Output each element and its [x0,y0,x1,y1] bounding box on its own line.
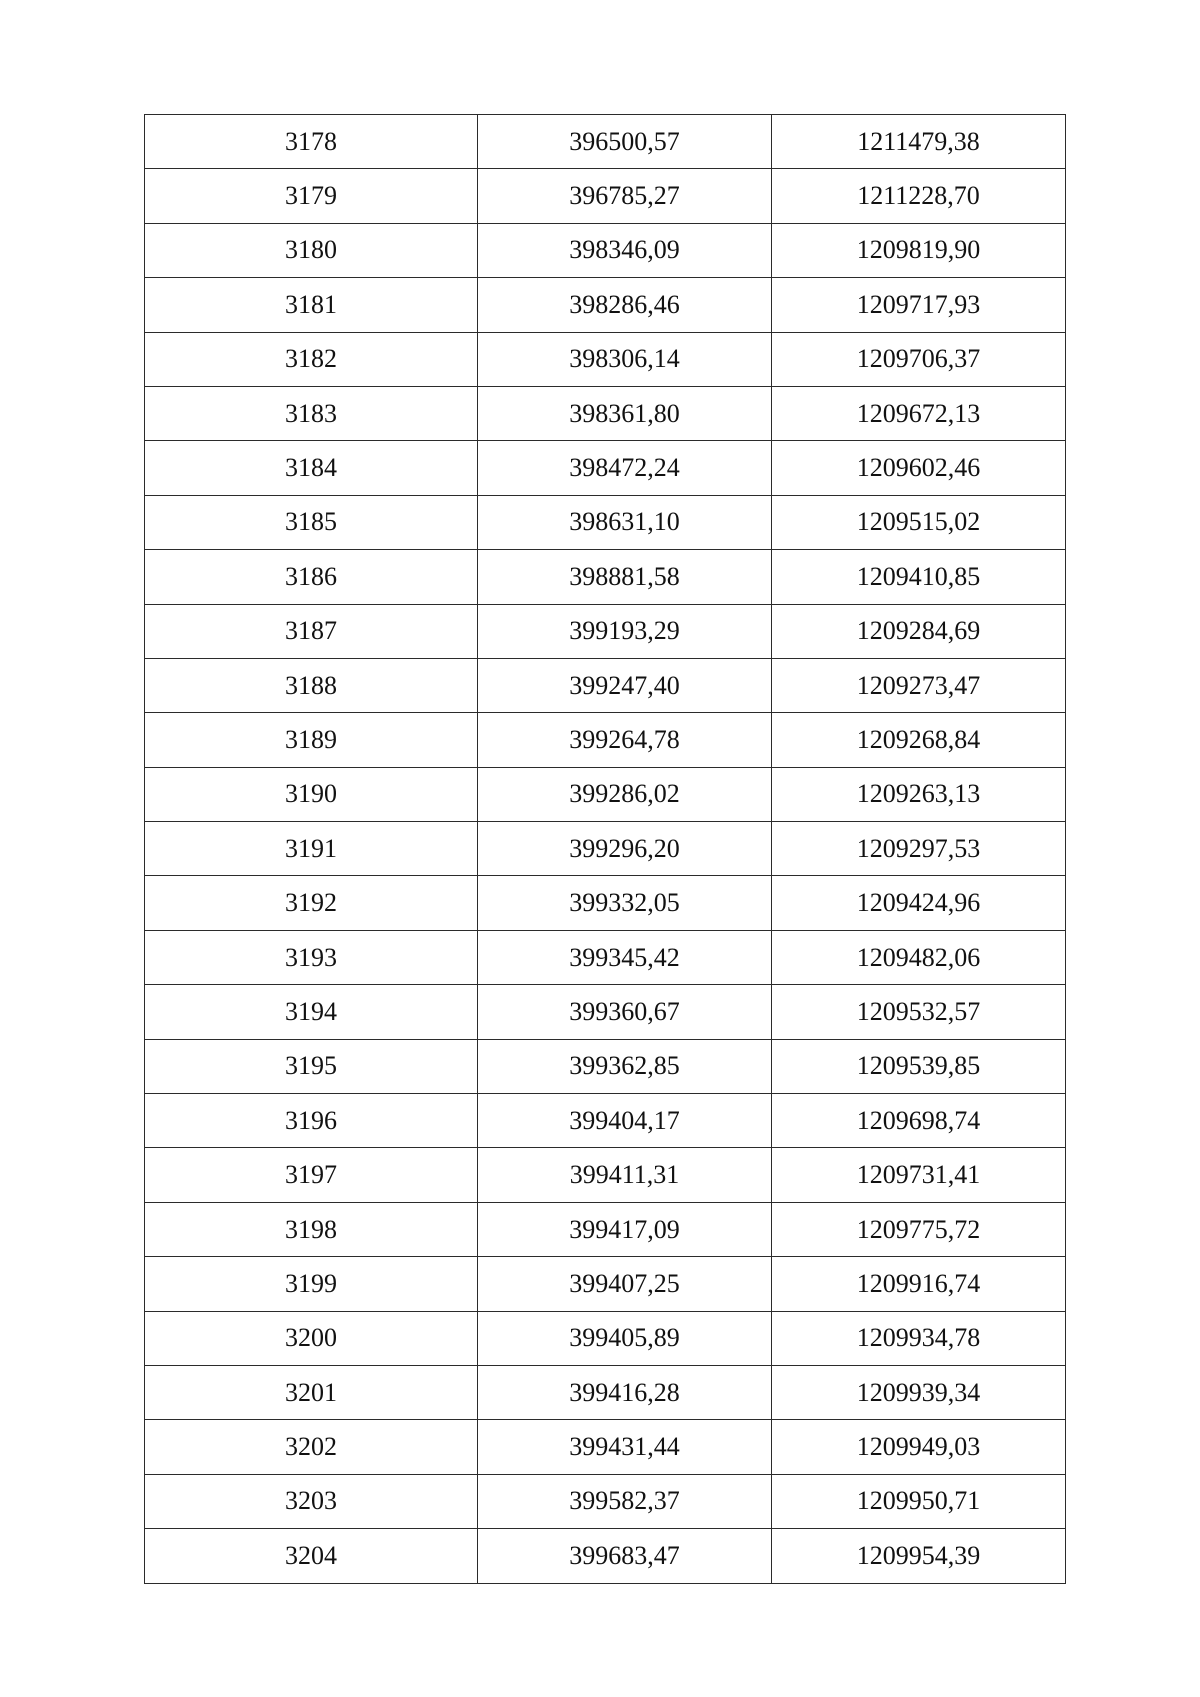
table-row [145,441,1066,495]
point-number-cell: 3190 [145,767,478,821]
x-coordinate-cell: 399431,44 [478,1420,772,1474]
point-number-cell: 3195 [145,1039,478,1093]
table-row [145,876,1066,930]
x-coordinate-cell: 399360,67 [478,985,772,1039]
y-coordinate-cell: 1209950,71 [772,1474,1066,1528]
y-coordinate-cell: 1209515,02 [772,495,1066,549]
table-row [145,223,1066,277]
x-coordinate-cell: 398286,46 [478,278,772,332]
table-row [145,1257,1066,1311]
x-coordinate-cell: 398306,14 [478,332,772,386]
y-coordinate-cell: 1209273,47 [772,658,1066,712]
y-coordinate-cell: 1209939,34 [772,1365,1066,1419]
y-coordinate-cell: 1209717,93 [772,278,1066,332]
point-number-cell: 3192 [145,876,478,930]
x-coordinate-cell: 398361,80 [478,386,772,440]
y-coordinate-cell: 1209706,37 [772,332,1066,386]
point-number-cell: 3186 [145,550,478,604]
point-number-cell: 3180 [145,223,478,277]
table-row [145,1202,1066,1256]
y-coordinate-cell: 1209268,84 [772,713,1066,767]
y-coordinate-cell: 1209731,41 [772,1148,1066,1202]
point-number-cell: 3200 [145,1311,478,1365]
point-number-cell: 3204 [145,1529,478,1583]
y-coordinate-cell: 1209424,96 [772,876,1066,930]
point-number-cell: 3179 [145,169,478,223]
x-coordinate-cell: 398881,58 [478,550,772,604]
x-coordinate-cell: 399345,42 [478,930,772,984]
x-coordinate-cell: 399286,02 [478,767,772,821]
table-row [145,767,1066,821]
y-coordinate-cell: 1209539,85 [772,1039,1066,1093]
x-coordinate-cell: 396500,57 [478,115,772,169]
point-number-cell: 3184 [145,441,478,495]
point-number-cell: 3198 [145,1202,478,1256]
table-row [145,822,1066,876]
x-coordinate-cell: 399332,05 [478,876,772,930]
table-row [145,1148,1066,1202]
point-number-cell: 3185 [145,495,478,549]
coordinates-table-body [145,115,1066,1584]
y-coordinate-cell: 1209263,13 [772,767,1066,821]
point-number-cell: 3197 [145,1148,478,1202]
x-coordinate-cell: 396785,27 [478,169,772,223]
y-coordinate-cell: 1209297,53 [772,822,1066,876]
y-coordinate-cell: 1209954,39 [772,1529,1066,1583]
table-row [145,1420,1066,1474]
point-number-cell: 3181 [145,278,478,332]
point-number-cell: 3201 [145,1365,478,1419]
x-coordinate-cell: 399296,20 [478,822,772,876]
y-coordinate-cell: 1209698,74 [772,1094,1066,1148]
table-row [145,278,1066,332]
table-row [145,332,1066,386]
table-row [145,1365,1066,1419]
x-coordinate-cell: 399417,09 [478,1202,772,1256]
point-number-cell: 3189 [145,713,478,767]
point-number-cell: 3191 [145,822,478,876]
y-coordinate-cell: 1209934,78 [772,1311,1066,1365]
y-coordinate-cell: 1209949,03 [772,1420,1066,1474]
point-number-cell: 3188 [145,658,478,712]
point-number-cell: 3182 [145,332,478,386]
point-number-cell: 3199 [145,1257,478,1311]
x-coordinate-cell: 399407,25 [478,1257,772,1311]
table-row [145,1529,1066,1583]
table-row [145,658,1066,712]
x-coordinate-cell: 399247,40 [478,658,772,712]
point-number-cell: 3196 [145,1094,478,1148]
point-number-cell: 3178 [145,115,478,169]
y-coordinate-cell: 1209775,72 [772,1202,1066,1256]
y-coordinate-cell: 1209284,69 [772,604,1066,658]
coordinates-table [144,114,1066,1584]
table-row [145,495,1066,549]
x-coordinate-cell: 398631,10 [478,495,772,549]
y-coordinate-cell: 1211479,38 [772,115,1066,169]
x-coordinate-cell: 399193,29 [478,604,772,658]
table-row [145,550,1066,604]
y-coordinate-cell: 1209916,74 [772,1257,1066,1311]
table-row [145,713,1066,767]
y-coordinate-cell: 1209672,13 [772,386,1066,440]
x-coordinate-cell: 398472,24 [478,441,772,495]
table-row [145,1311,1066,1365]
x-coordinate-cell: 399683,47 [478,1529,772,1583]
table-row [145,1094,1066,1148]
y-coordinate-cell: 1209410,85 [772,550,1066,604]
table-row [145,169,1066,223]
table-row [145,604,1066,658]
table-row [145,930,1066,984]
point-number-cell: 3193 [145,930,478,984]
table-row [145,985,1066,1039]
y-coordinate-cell: 1209819,90 [772,223,1066,277]
point-number-cell: 3183 [145,386,478,440]
x-coordinate-cell: 399405,89 [478,1311,772,1365]
table-row [145,115,1066,169]
y-coordinate-cell: 1209602,46 [772,441,1066,495]
point-number-cell: 3194 [145,985,478,1039]
table-row [145,386,1066,440]
x-coordinate-cell: 399362,85 [478,1039,772,1093]
x-coordinate-cell: 399416,28 [478,1365,772,1419]
x-coordinate-cell: 399582,37 [478,1474,772,1528]
table-row [145,1039,1066,1093]
x-coordinate-cell: 399404,17 [478,1094,772,1148]
y-coordinate-cell: 1209532,57 [772,985,1066,1039]
point-number-cell: 3202 [145,1420,478,1474]
table-row [145,1474,1066,1528]
x-coordinate-cell: 398346,09 [478,223,772,277]
point-number-cell: 3203 [145,1474,478,1528]
y-coordinate-cell: 1209482,06 [772,930,1066,984]
point-number-cell: 3187 [145,604,478,658]
y-coordinate-cell: 1211228,70 [772,169,1066,223]
x-coordinate-cell: 399411,31 [478,1148,772,1202]
x-coordinate-cell: 399264,78 [478,713,772,767]
